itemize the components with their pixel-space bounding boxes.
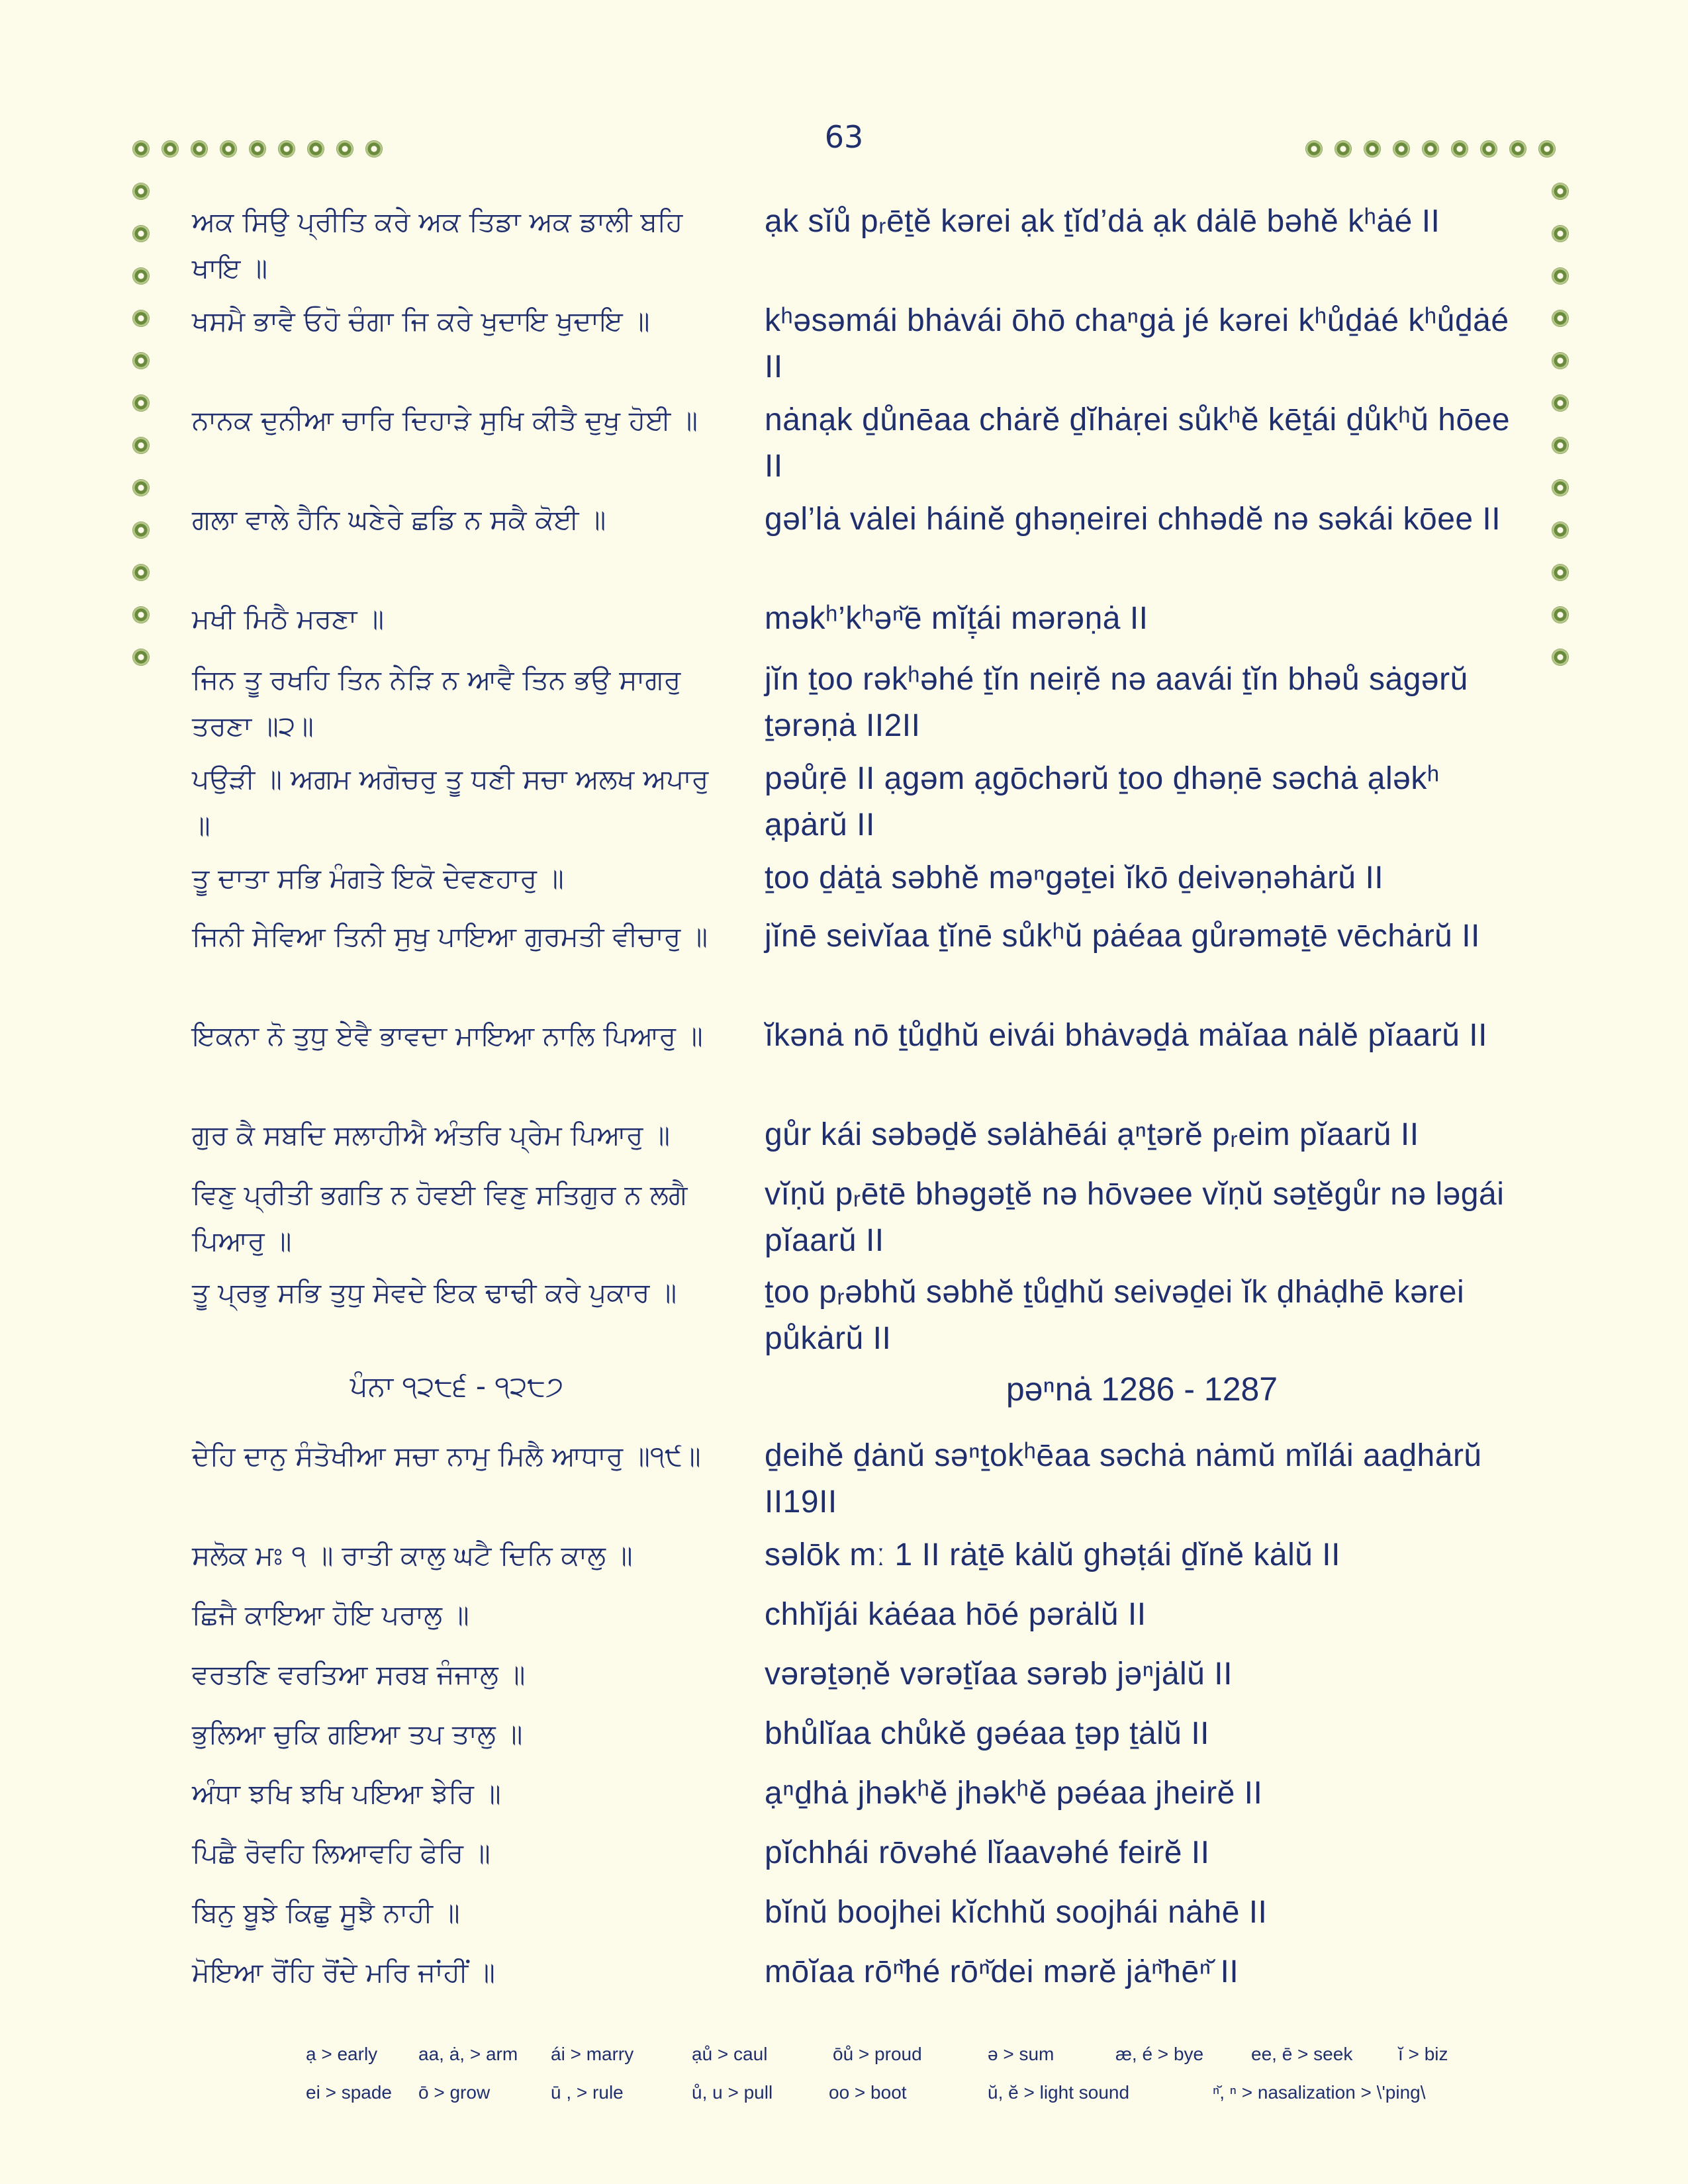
transliteration-line: gůr kái səbəḏĕ səlȧhēái ạⁿṯərĕ pᵣeim pĭaarŭ II [765,1117,1419,1152]
flower-ornament-icon [1451,140,1468,158]
gurmukhi-line: ਛਿਜੈ ਕਾਇਆ ਹੋਇ ਪਰਾਲੁ ॥ [192,1599,469,1631]
gurmukhi-line: ਵਿਣੁ ਪ੍ਰੀਤੀ ਭਗਤਿ ਨ ਹੋਵਈ ਵਿਣੁ ਸਤਿਗੁਰ ਨ ਲਗੈ ਪਿਆਰੁ ॥ [192,1179,688,1257]
gurmukhi-line: ਬਿਨੁ ਬੂਝੇ ਕਿਛੁ ਸੂਝੈ ਨਾਹੀ ॥ [192,1897,460,1929]
legend-item: æ, é > bye [1115,2044,1204,2064]
flower-ornament-icon [249,140,266,158]
gurmukhi-line: ਜਿਨ ਤੂ ਰਖਹਿ ਤਿਨ ਨੇੜਿ ਨ ਆਵੈ ਤਿਨ ਭਉ ਸਾਗਰੁ ਤਰਣਾ ॥੨॥ [192,664,681,742]
flower-ornament-icon [220,140,237,158]
page-range-translit: pəⁿnȧ 1286 - 1287 [1006,1371,1278,1408]
gurmukhi-line: ਅਕ ਸਿਉ ਪ੍ਰੀਤਿ ਕਰੇ ਅਕ ਤਿਡਾ ਅਕ ਡਾਲੀ ਬਹਿ ਖਾਇ ॥ [192,206,683,284]
page-range-gurmukhi: ਪੰਨਾ ੧੨੮੬ - ੧੨੮੭ [350,1370,564,1402]
legend-item: ŭ, ĕ > light sound [988,2082,1130,2103]
flower-ornament-icon [132,140,150,158]
gurmukhi-line: ਭੁਲਿਆ ਚੁਕਿ ਗਇਆ ਤਪ ਤਾਲੁ ॥ [192,1718,523,1750]
gurmukhi-line: ਨਾਨਕ ਦੁਨੀਆ ਚਾਰਿ ਦਿਹਾੜੇ ਸੁਖਿ ਕੀਤੈ ਦੁਖੁ ਹੋਈ ॥ [192,404,698,436]
transliteration-line: jĭnē seivĭaa ṯĭnē sůkʰŭ pȧéaa gůrəməṯē vēchȧrŭ II [765,919,1480,954]
gurmukhi-line: ਪਿਛੈ ਰੋਵਹਿ ਲਿਆਵਹਿ ਫੇਰਿ ॥ [192,1837,491,1869]
flower-ornament-icon [1552,352,1569,369]
legend-item: ĭ > biz [1398,2044,1448,2064]
flower-ornament-icon [1305,140,1323,158]
transliteration-line: pĭchhái rōvəhé lĭaavəhé feirĕ II [765,1835,1210,1870]
flower-ornament-icon [1552,267,1569,285]
transliteration-line: ṯoo ḏȧṯȧ səbhĕ məⁿgəṯei ĭkō ḏeivəṇəhȧrŭ II [765,860,1384,895]
flower-ornament-icon [307,140,324,158]
gurmukhi-line: ਤੂ ਦਾਤਾ ਸਭਿ ਮੰਗਤੇ ਇਕੋ ਦੇਵਣਹਾਰੁ ॥ [192,862,564,894]
flower-ornament-icon [132,564,150,581]
legend-item: ōů > proud [833,2044,922,2064]
gurmukhi-line: ਵਰਤਣਿ ਵਰਤਿਆ ਸਰਬ ਜੰਜਾਲੁ ॥ [192,1659,526,1690]
flower-ornament-icon [1552,225,1569,242]
flower-ornament-icon [1552,394,1569,412]
flower-ornament-icon [132,606,150,623]
transliteration-line: ṯoo pᵣəbhŭ səbhĕ ṯůḏhŭ seivəḏei ĭk ḍhȧḍhē kərei půkȧrŭ II [765,1275,1465,1356]
flower-ornament-icon [1393,140,1410,158]
flower-ornament-icon [336,140,353,158]
flower-ornament-icon [1538,140,1556,158]
transliteration-line: vərəṯəṇĕ vərəṯĭaa sərəb jəⁿjȧlŭ II [765,1657,1233,1692]
flower-ornament-icon [1422,140,1439,158]
flower-ornament-icon [132,183,150,200]
flower-ornament-icon [1480,140,1497,158]
flower-ornament-icon [1552,649,1569,666]
flower-ornament-icon [1552,564,1569,581]
legend-item: ạ > early [306,2044,378,2064]
legend-item: ạů > caul [692,2044,768,2064]
flower-ornament-icon [132,352,150,369]
transliteration-line: məkʰ’kʰəⁿ̆ē mĭṯ̣ái mərəṇȧ II [765,601,1149,636]
flower-ornament-icon [365,140,383,158]
flower-ornament-icon [1335,140,1352,158]
transliteration-line: bĭnŭ boojhei kĭchhŭ soojhái nȧhē II [765,1895,1268,1930]
legend-item: ei > spade [306,2082,392,2103]
legend-item: ái > marry [551,2044,634,2064]
flower-ornament-icon [132,225,150,242]
flower-ornament-icon [1509,140,1526,158]
flower-ornament-icon [132,479,150,496]
legend-item: oo > boot [829,2082,907,2103]
gurmukhi-line: ਮੋਇਆ ਰੋਂਹਿ ਰੋਂਦੇ ਮਰਿ ਜਾਂਹੀਂ ॥ [192,1956,495,1988]
transliteration-line: jĭn ṯoo rəkʰəhé ṯĭn neiṛĕ nə aavái ṯĭn bhəů sȧgərŭ ṯərəṇȧ II2II [765,662,1468,743]
gurmukhi-line: ਪਉੜੀ ॥ ਅਗਮ ਅਗੋਚਰੁ ਤੂ ਧਣੀ ਸਚਾ ਅਲਖ ਅਪਾਰੁ ॥ [192,763,709,841]
flower-ornament-icon [132,267,150,285]
transliteration-line: mōĭaa rōⁿ̆hé rōⁿ̆dei mərĕ jȧⁿ̆hēⁿ̆ II [765,1954,1239,1989]
gurmukhi-line: ਤੂ ਪ੍ਰਭੁ ਸਭਿ ਤੁਧੁ ਸੇਵਦੇ ਇਕ ਢਾਢੀ ਕਰੇ ਪੁਕਾਰ ॥ [192,1277,677,1308]
flower-ornament-icon [278,140,295,158]
legend-item: ů, u > pull [692,2082,773,2103]
transliteration-line: ạⁿḏhȧ jhəkʰĕ jhəkʰĕ pəéaa jheirĕ II [765,1776,1263,1811]
gurmukhi-line: ਦੇਹਿ ਦਾਨੁ ਸੰਤੋਖੀਆ ਸਚਾ ਨਾਮੁ ਮਿਲੈ ਆਧਾਰੁ ॥੧੯॥ [192,1440,701,1472]
gurmukhi-line: ਗੁਰ ਕੈ ਸਬਦਿ ਸਲਾਹੀਐ ਅੰਤਰਿ ਪ੍ਰੇਮ ਪਿਆਰੁ ॥ [192,1119,671,1151]
flower-ornament-icon [1552,310,1569,327]
flower-ornament-icon [1552,183,1569,200]
legend-item: aa, ȧ, > arm [418,2044,518,2064]
transliteration-line: ạk sĭů pᵣēṯĕ kərei ạk ṯĭd’dȧ ạk dȧlē bəhĕ kʰȧé II [765,204,1440,239]
legend-item: ū , > rule [551,2082,624,2103]
gurmukhi-line: ਅੰਧਾ ਝਖਿ ਝਖਿ ਪਇਆ ਝੇਰਿ ॥ [192,1778,501,1809]
gurmukhi-line: ਸਲੋਕ ਮਃ ੧ ॥ ਰਾਤੀ ਕਾਲੁ ਘਟੈ ਦਿਨਿ ਕਾਲੁ ॥ [192,1539,633,1571]
flower-ornament-icon [132,522,150,539]
transliteration-line: gəl’lȧ vȧlei háinĕ ghəṇeirei chhədĕ nə səkái kōee II [765,502,1501,537]
gurmukhi-line: ਮਖੀ ਮਿਠੈ ਮਰਣਾ ॥ [192,603,384,635]
gurmukhi-line: ਜਿਨੀ ਸੇਵਿਆ ਤਿਨੀ ਸੁਖੁ ਪਾਇਆ ਗੁਰਮਤੀ ਵੀਚਾਰੁ ॥ [192,921,708,952]
flower-ornament-icon [1552,437,1569,454]
transliteration-line: chhĭjái kȧéaa hōé pərȧlŭ II [765,1597,1147,1632]
transliteration-line: ĭkənȧ nō ṯůḏhŭ eivái bhȧvəḏȧ mȧĭaa nȧlĕ pĭaarŭ II [765,1018,1487,1053]
transliteration-line: kʰəsəmái bhȧvái ōhō chaⁿgȧ jé kərei kʰůḏȧé kʰůḏȧé II [765,303,1509,385]
flower-ornament-icon [191,140,208,158]
transliteration-line: səlōk mː 1 II rȧṯē kȧlŭ ghəṭái ḏĭnĕ kȧlŭ II [765,1537,1340,1572]
gurmukhi-line: ਗਲਾ ਵਾਲੇ ਹੈਨਿ ਘਣੇਰੇ ਛਡਿ ਨ ਸਕੈ ਕੋਈ ॥ [192,504,606,535]
flower-ornament-icon [1552,606,1569,623]
flower-ornament-icon [132,649,150,666]
flower-ornament-icon [1552,522,1569,539]
legend-item: ō > grow [418,2082,491,2103]
flower-ornament-icon [162,140,179,158]
legend-item: ə > sum [988,2044,1055,2064]
legend-item: ⁿ̆, ⁿ > nasalization > \'ping\ [1213,2082,1426,2103]
page-number: 63 [824,119,864,155]
transliteration-line: ḏeihĕ ḏȧnŭ səⁿṯokʰēaa səchȧ nȧmŭ mĭlái aaḏhȧrŭ II19II [765,1438,1482,1520]
transliteration-line: bhůlĭaa chůkĕ gəéaa ṯəp ṯȧlŭ II [765,1716,1210,1751]
legend-item: ee, ē > seek [1251,2044,1353,2064]
transliteration-line: pəůṛē II ạgəm ạgōchərŭ ṯoo ḏhəṇē səchȧ ạləkʰ ạpȧrŭ II [765,761,1440,842]
flower-ornament-icon [132,310,150,327]
transliteration-line: nȧnạk ḏůnēaa chȧrĕ ḏĭhȧṛei sůkʰĕ kēṯái ḏůkʰŭ hōee II [765,402,1511,484]
flower-ornament-icon [132,437,150,454]
flower-ornament-icon [132,394,150,412]
transliteration-line: vĭṇŭ pᵣētē bhəgəṯĕ nə hōvəee vĭṇŭ səṯĕgůr nə ləgái pĭaarŭ II [765,1177,1505,1258]
gurmukhi-line: ਖਸਮੈ ਭਾਵੈ ਓਹੋ ਚੰਗਾ ਜਿ ਕਰੇ ਖੁਦਾਇ ਖੁਦਾਇ ॥ [192,305,650,337]
gurmukhi-line: ਇਕਨਾ ਨੋ ਤੁਧੁ ਏਵੈ ਭਾਵਦਾ ਮਾਇਆ ਨਾਲਿ ਪਿਆਰੁ ॥ [192,1020,703,1052]
flower-ornament-icon [1552,479,1569,496]
flower-ornament-icon [1364,140,1381,158]
